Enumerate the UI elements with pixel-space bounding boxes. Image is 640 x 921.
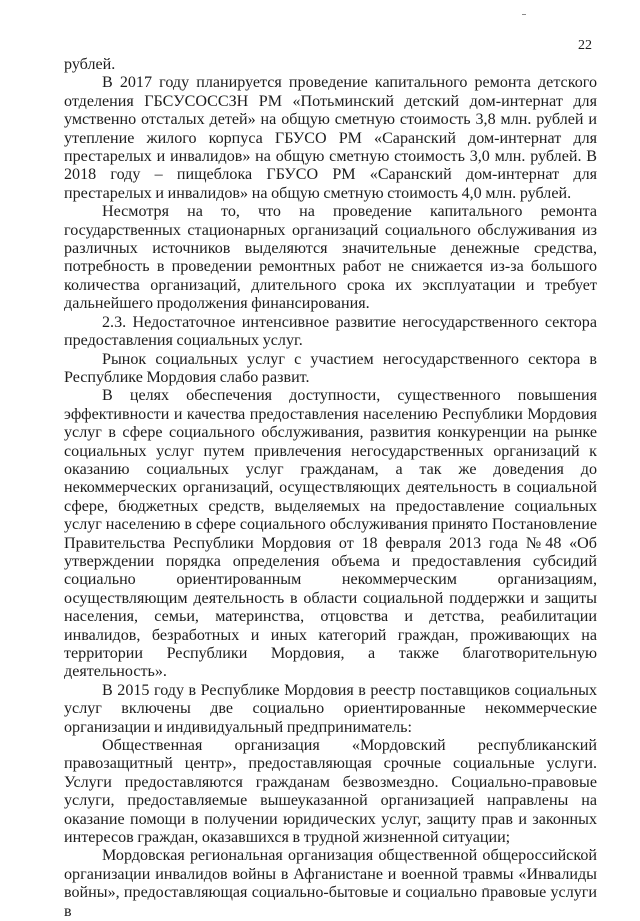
document-body <box>64 56 597 921</box>
page-number: 22 <box>578 38 592 53</box>
section-heading-2-3: 2.3. Недостаточное интенсивное развитие негосударственного сектора предоставления социальных услуг. <box>64 313 597 350</box>
paragraph-resolution-48: В целях обеспечения доступности, существенного повышения эффективности и качества предоставления населению Республики Мордовия услуг в сфере социального обслуживания, развития конкуренции на рынке социальных услуг путем привлечения негосударственных организаций к оказанию социальных услуг гражданам, а так же доведения до некоммерческих организаций, осуществляющих деятельность в социальной сфере, бюджетных средств, выделяемых на предоставление социальных услуг населению в сфере социального обслуживания принято Постановление Правительства Республики Мордовия от 18 февраля 2013 года №48 «Об утверждении порядка определения объема и предоставления субсидий социально ориентированным некоммерческим организациям, осуществляющим деятельность в области социальной поддержки и защиты населения, семьи, материнства, отцовства и детства, реабилитации инвалидов, безработных и иных категорий граждан, проживающих на территории Республики Мордовия, а также благотворительную деятельность». <box>64 387 597 681</box>
paragraph-repair-financing: Несмотря на то, что на проведение капитального ремонта государственных стационарных организаций социального обслуживания из различных источников выделяются значительные денежные средства, потребность в проведении ремонтных работ не снижается из-за большого количества организаций, длительного срока их эксплуатации и требует дальнейшего продолжения финансирования. <box>64 203 597 313</box>
paragraph-rubles-continuation: рублей. <box>64 56 116 73</box>
scan-mark-top <box>522 14 526 15</box>
paragraph-market-weak: Рынок социальных услуг с участием негосударственного сектора в Республике Мордовия слабо развит. <box>64 350 597 386</box>
paragraph-repair-plan-2017: В 2017 году планируется проведение капитального ремонта детского отделения ГБСУСОССЗН РМ «Потьминский детский дом-интернат для умственно отсталых детей» на общую сметную стоимость 3,8 млн. рублей и утепление жилого корпуса ГБУСО РМ «Саранский дом-интернат для престарелых и инвалидов» на общую сметную стоимость 3,0 млн. рублей. В 2018 году – пищеблока ГБУСО РМ «Саранский дом-интернат для престарелых и инвалидов» на общую сметную стоимость 4,0 млн. рублей. <box>64 74 597 202</box>
paragraph-registry-2015: В 2015 году в Республике Мордовия в реестр поставщиков социальных услуг включены две социально ориентированные некоммерческие организации и индивидуальный предприниматель: <box>64 681 597 736</box>
paragraph-human-rights-center: Общественная организация «Мордовский республиканский правозащитный центр», предоставляющая срочные социальные услуги. Услуги предоставляются гражданам безвозмездно. Социально-правовые услуги, предоставляемые вышеуказанной организацией направлены на оказание помощи в получении юридических услуг, защиту прав и законных интересов граждан, оказавшихся в трудной жизненной ситуации; <box>64 737 597 847</box>
paragraph-war-invalids-organization: Мордовская региональная организация общественной общероссийской организации инвалидов войны в Афганистане и военной травмы «Инвалиды войны», предоставляющая социально-бытовые и социально правовые услуги в <box>64 847 597 920</box>
